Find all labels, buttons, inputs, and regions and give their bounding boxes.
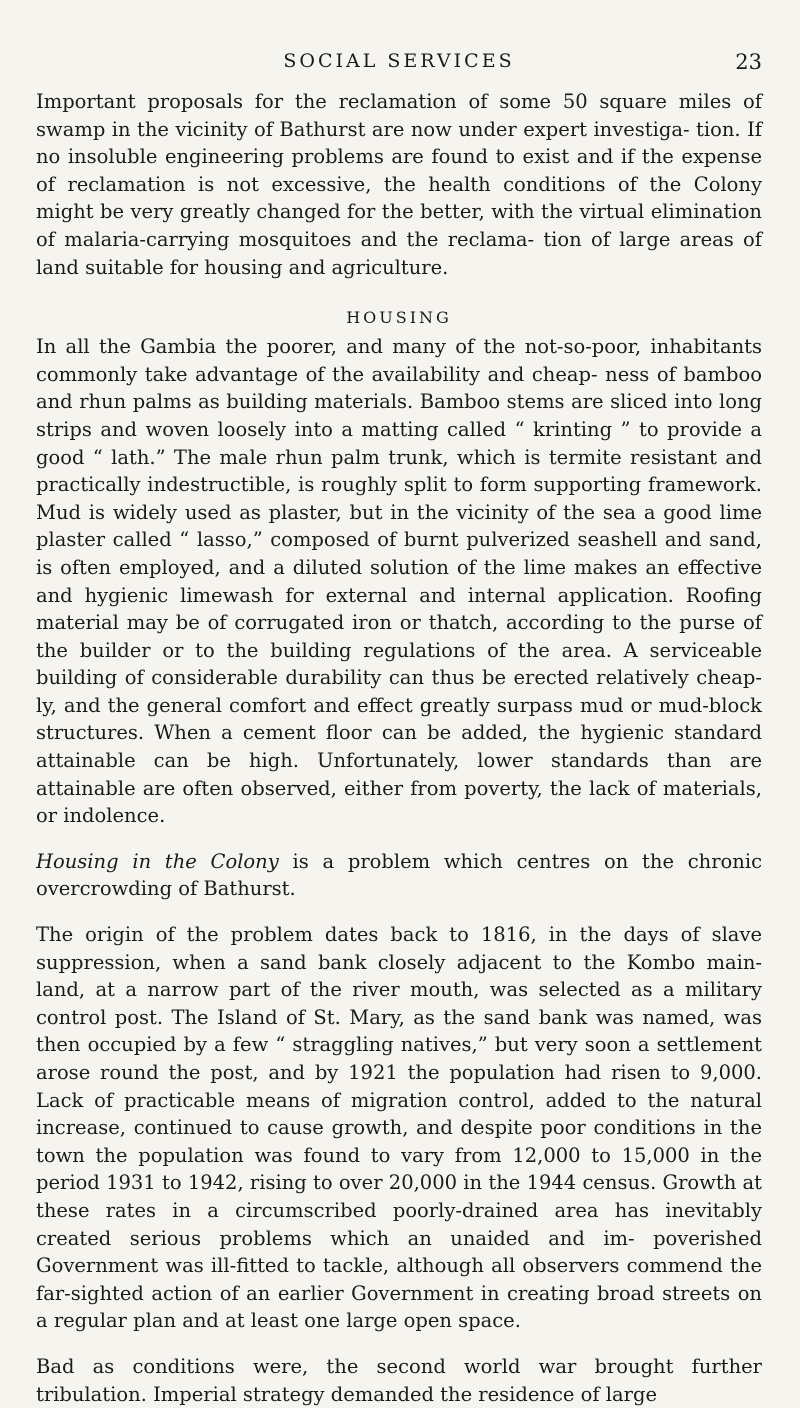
running-title: SOCIAL SERVICES (283, 50, 515, 72)
page-number: 23 (735, 50, 762, 74)
paragraph-building-materials: In all the Gambia the poorer, and many of the not-so-poor, inhabitants commonly take advantage of the availability and cheap- ness of bamboo and rhun palms as building materials. Bamboo stems are sliced into long strips and woven loosely into a matting called “ krinting ” to provide a good “ lath.” The male rhun palm trunk, which is termite resistant and practically indestructible, is roughly split to form supporting framework. Mud is widely used as plaster, but in the vicinity of the sea a good lime plaster called “ lasso,” composed of burnt pulverized seashell and sand, is often employed, and a diluted solution of the lime makes an effective and hygienic limewash for external and internal application. Roofing material may be of corrugated iron or thatch, according to the purse of the builder or to the building regulations of the area. A serviceable building of considerable durability can thus be erected relatively cheap- ly, and the general comfort and effect greatly surpass mud or mud-block structures. When a cement floor can be added, the hygienic standard attainable can be high. Unfortunately, lower standards than are attainable are often observed, either from poverty, the lack of materials, or indolence. (36, 335, 762, 828)
paragraph-reclamation: Important proposals for the reclamation of some 50 square miles of swamp in the vicinity of Bathurst are now under expert investiga- tion. If no insoluble engineering problems are found to exist and if the expense of reclamation is not excessive, the health conditions of the Colony might be very greatly changed for the better, with the virtual elimination of malaria-carrying mosquitoes and the reclama- tion of large areas of land suitable for housing and agriculture. (36, 90, 762, 279)
paragraph-housing-colony (36, 848, 762, 903)
paragraph-war: Bad as conditions were, the second world war brought further tribulation. Imperial strategy demanded the residence of large (36, 1354, 762, 1406)
paragraph-origin: The origin of the problem dates back to 1816, in the days of slave suppression, when a sand bank closely adjacent to the Kombo main- land, at a narrow part of the river mouth, was selected as a military control post. The Island of St. Mary, as the sand bank was named, was then occupied by a few “ straggling natives,” but very soon a settlement arose round the post, and by 1921 the population had risen to 9,000. Lack of practicable means of migration control, added to the natural increase, continued to cause growth, and despite poor conditions in the town the population was found to vary from 12,000 to 15,000 in the period 1931 to 1942, rising to over 20,000 in the 1944 census. Growth at these rates in a circumscribed poorly-drained area has inevitably created serious problems which an unaided and im- poverished Government was ill-fitted to tackle, although all observers commend the far-sighted action of an earlier Government in creating broad streets on a regular plan and at least one large open space. (36, 923, 762, 1333)
italic-phrase: Housing in the Colony (36, 849, 279, 873)
section-heading-housing: HOUSING (346, 308, 452, 328)
document-page (36, 50, 762, 1408)
running-head (36, 50, 762, 80)
paragraph-text: is a problem which centres on the chronic overcrowding of Bathurst. (36, 849, 762, 901)
